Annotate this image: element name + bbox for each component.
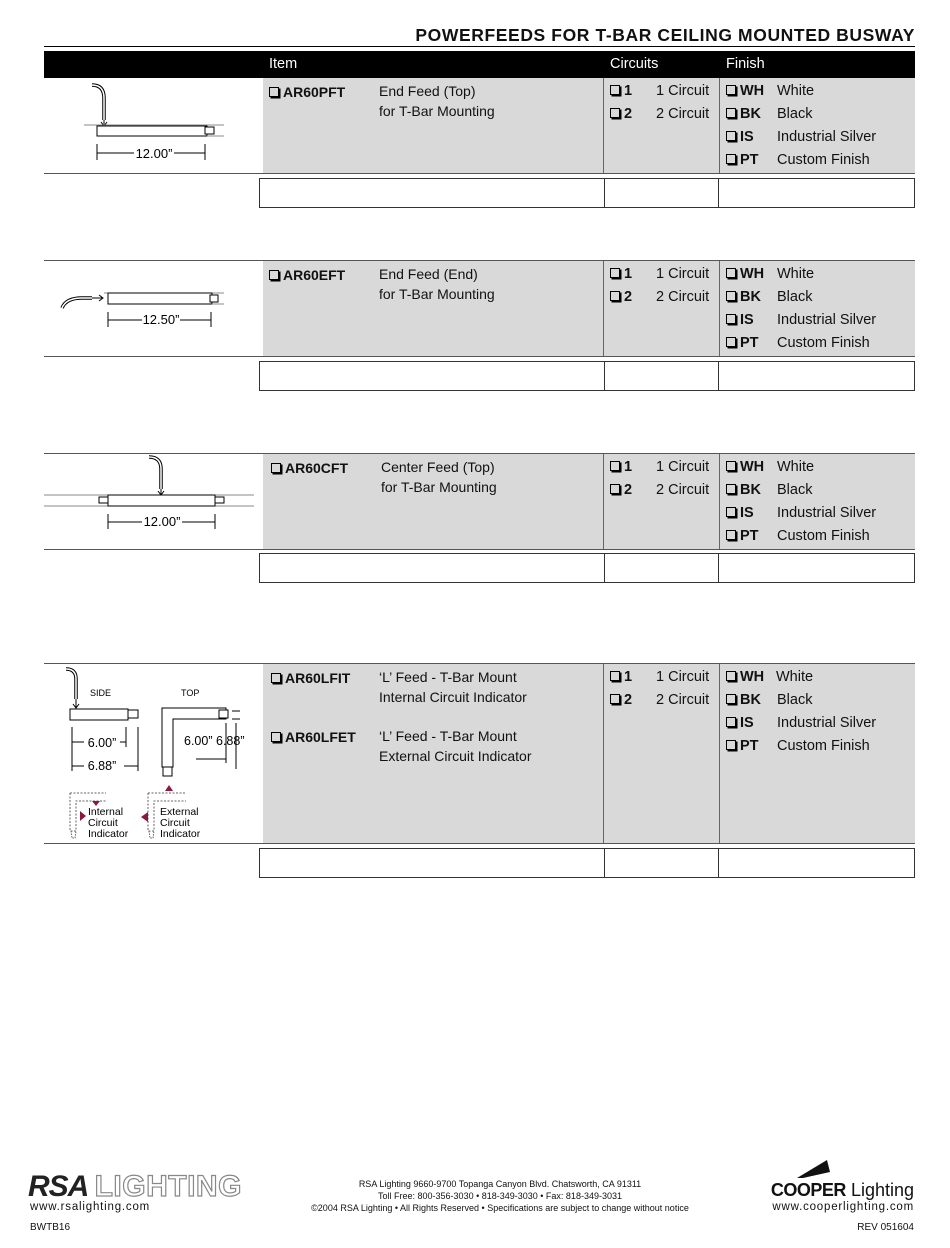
checkbox[interactable] [610, 268, 620, 278]
item-checkbox[interactable] [271, 463, 281, 473]
checkbox[interactable] [726, 314, 736, 324]
external-indicator-label-1: External [160, 806, 199, 818]
finish-option-pt[interactable]: PT Custom Finish [726, 152, 759, 168]
checkbox[interactable] [726, 291, 736, 301]
circuit-option-1[interactable]: 1 1 Circuit [610, 669, 632, 685]
finish-option-bk[interactable]: BK Black [726, 106, 761, 122]
item-code-ar60cft: AR60CFT [271, 460, 348, 477]
dimension-label: 12.50” [142, 312, 180, 327]
checkbox[interactable] [610, 484, 620, 494]
external-indicator-label-2: Circuit [160, 817, 190, 829]
item-code-ar60lfit: AR60LFIT [271, 670, 350, 687]
checkbox[interactable] [726, 108, 736, 118]
column-divider [719, 454, 720, 549]
title-rule [44, 46, 915, 47]
finish-option-wh[interactable]: WH White [726, 459, 764, 475]
checkbox[interactable] [610, 108, 620, 118]
header-circuits: Circuits [610, 56, 659, 72]
product-row-2 [44, 260, 915, 392]
checkbox[interactable] [726, 740, 736, 750]
footer-address-block [290, 1178, 710, 1214]
finish-option-wh[interactable]: WH White [726, 669, 764, 685]
dimension-label: 12.00” [143, 514, 181, 529]
column-divider [603, 261, 604, 356]
footer-copyright: ©2004 RSA Lighting • All Rights Reserved • Specifications are subject to change without notice [311, 1203, 689, 1213]
revision-code: REV 051604 [857, 1222, 914, 1233]
column-divider [719, 261, 720, 356]
l-feed-drawing [44, 663, 262, 843]
finish-option-pt[interactable]: PT Custom Finish [726, 335, 759, 351]
finish-option-pt[interactable]: PT Custom Finish [726, 528, 759, 544]
rsa-lighting-logo: RSA LIGHTING [28, 1170, 242, 1203]
product-row-4 [44, 663, 915, 879]
circuit-option-1[interactable]: 1 1 Circuit [610, 266, 632, 282]
external-indicator-label-3: Indicator [160, 828, 201, 840]
column-divider [603, 664, 604, 843]
dimension-label-b-top: 6.88” [216, 734, 245, 748]
finish-option-is[interactable]: IS Industrial Silver [726, 129, 754, 145]
checkbox[interactable] [726, 694, 736, 704]
dimension-label: 12.00” [135, 146, 173, 161]
cooper-swoosh-icon [797, 1158, 831, 1180]
product-row-1 [44, 78, 915, 209]
column-divider [603, 454, 604, 549]
table-header [44, 51, 915, 78]
checkbox[interactable] [726, 484, 736, 494]
item-description: End Feed (Top) for T-Bar Mounting [379, 83, 495, 119]
checkbox[interactable] [610, 291, 620, 301]
finish-option-bk[interactable]: BK Black [726, 482, 761, 498]
dimension-label-a-top: 6.00” [184, 734, 213, 748]
item-code-ar60eft: AR60EFT [269, 267, 345, 284]
document-code: BWTB16 [30, 1222, 71, 1233]
end-feed-end-drawing [44, 260, 262, 356]
cooper-lighting-logo: COOPER Lighting [770, 1180, 914, 1200]
internal-indicator-label-3: Indicator [88, 828, 129, 840]
row-rule [44, 843, 915, 844]
dimension-label-a: 6.00” [87, 736, 117, 750]
header-item: Item [269, 56, 298, 72]
checkbox[interactable] [726, 85, 736, 95]
item-description: End Feed (End) for T-Bar Mounting [379, 266, 495, 302]
circuit-option-1[interactable]: 1 1 Circuit [610, 83, 632, 99]
item-checkbox[interactable] [269, 87, 279, 97]
checkbox[interactable] [726, 337, 736, 347]
column-divider [719, 664, 720, 843]
footer-phones: Toll Free: 800-356-3030 • 818-349-3030 • Fax: 818-349-3031 [378, 1191, 622, 1201]
finish-option-is[interactable]: IS Industrial Silver [726, 505, 754, 521]
circuit-option-2[interactable]: 2 2 Circuit [610, 289, 632, 305]
checkbox[interactable] [726, 717, 736, 727]
item-description: ‘L’ Feed - T-Bar Mount Internal Circuit Indicator [379, 669, 527, 705]
checkbox[interactable] [726, 671, 736, 681]
checkbox[interactable] [610, 694, 620, 704]
footer-address: RSA Lighting 9660-9700 Topanga Canyon Blvd. Chatsworth, CA 91311 [358, 1179, 642, 1189]
row-rule [44, 173, 915, 174]
checkbox[interactable] [610, 671, 620, 681]
dimension-label-b: 6.88” [87, 759, 117, 773]
checkbox[interactable] [726, 268, 736, 278]
order-entry-row[interactable] [259, 361, 915, 391]
finish-option-bk[interactable]: BK Black [726, 692, 761, 708]
finish-option-is[interactable]: IS Industrial Silver [726, 312, 754, 328]
circuit-option-2[interactable]: 2 2 Circuit [610, 482, 632, 498]
center-feed-top-drawing [44, 453, 262, 549]
item-description: ‘L’ Feed - T-Bar Mount External Circuit Indicator [379, 728, 532, 764]
item-checkbox[interactable] [271, 732, 281, 742]
header-finish: Finish [726, 56, 765, 72]
end-feed-top-drawing [44, 78, 262, 173]
side-label: SIDE [90, 688, 112, 698]
finish-option-is[interactable]: IS Industrial Silver [726, 715, 754, 731]
checkbox[interactable] [726, 507, 736, 517]
finish-option-wh[interactable]: WH White [726, 83, 764, 99]
checkbox[interactable] [726, 154, 736, 164]
finish-option-pt[interactable]: PT Custom Finish [726, 738, 759, 754]
internal-indicator-label-2: Circuit [88, 817, 118, 829]
column-divider [719, 78, 720, 173]
page-title: POWERFEEDS FOR T-BAR CEILING MOUNTED BUSWAY [415, 25, 915, 45]
finish-option-wh[interactable]: WH White [726, 266, 764, 282]
order-entry-row[interactable] [259, 178, 915, 208]
item-description: Center Feed (Top) for T-Bar Mounting [381, 459, 497, 495]
row-rule [44, 549, 915, 550]
internal-indicator-label-1: Internal [88, 806, 124, 818]
top-label: TOP [181, 688, 200, 698]
checkbox[interactable] [610, 461, 620, 471]
item-code-ar60pft: AR60PFT [269, 84, 345, 101]
checkbox[interactable] [726, 131, 736, 141]
cooper-url: www.cooperlighting.com [772, 1201, 914, 1213]
item-checkbox[interactable] [271, 673, 281, 683]
item-checkbox[interactable] [269, 270, 279, 280]
column-divider [603, 78, 604, 173]
rsa-url: www.rsalighting.com [30, 1201, 151, 1213]
checkbox[interactable] [726, 461, 736, 471]
order-entry-row[interactable] [259, 553, 915, 583]
circuit-option-2[interactable]: 2 2 Circuit [610, 692, 632, 708]
product-row-3 [44, 453, 915, 585]
circuit-option-2[interactable]: 2 2 Circuit [610, 106, 632, 122]
row-rule [44, 356, 915, 357]
order-entry-row[interactable] [259, 848, 915, 878]
circuit-option-1[interactable]: 1 1 Circuit [610, 459, 632, 475]
item-code-ar60lfet: AR60LFET [271, 729, 356, 746]
finish-option-bk[interactable]: BK Black [726, 289, 761, 305]
checkbox[interactable] [610, 85, 620, 95]
checkbox[interactable] [726, 530, 736, 540]
